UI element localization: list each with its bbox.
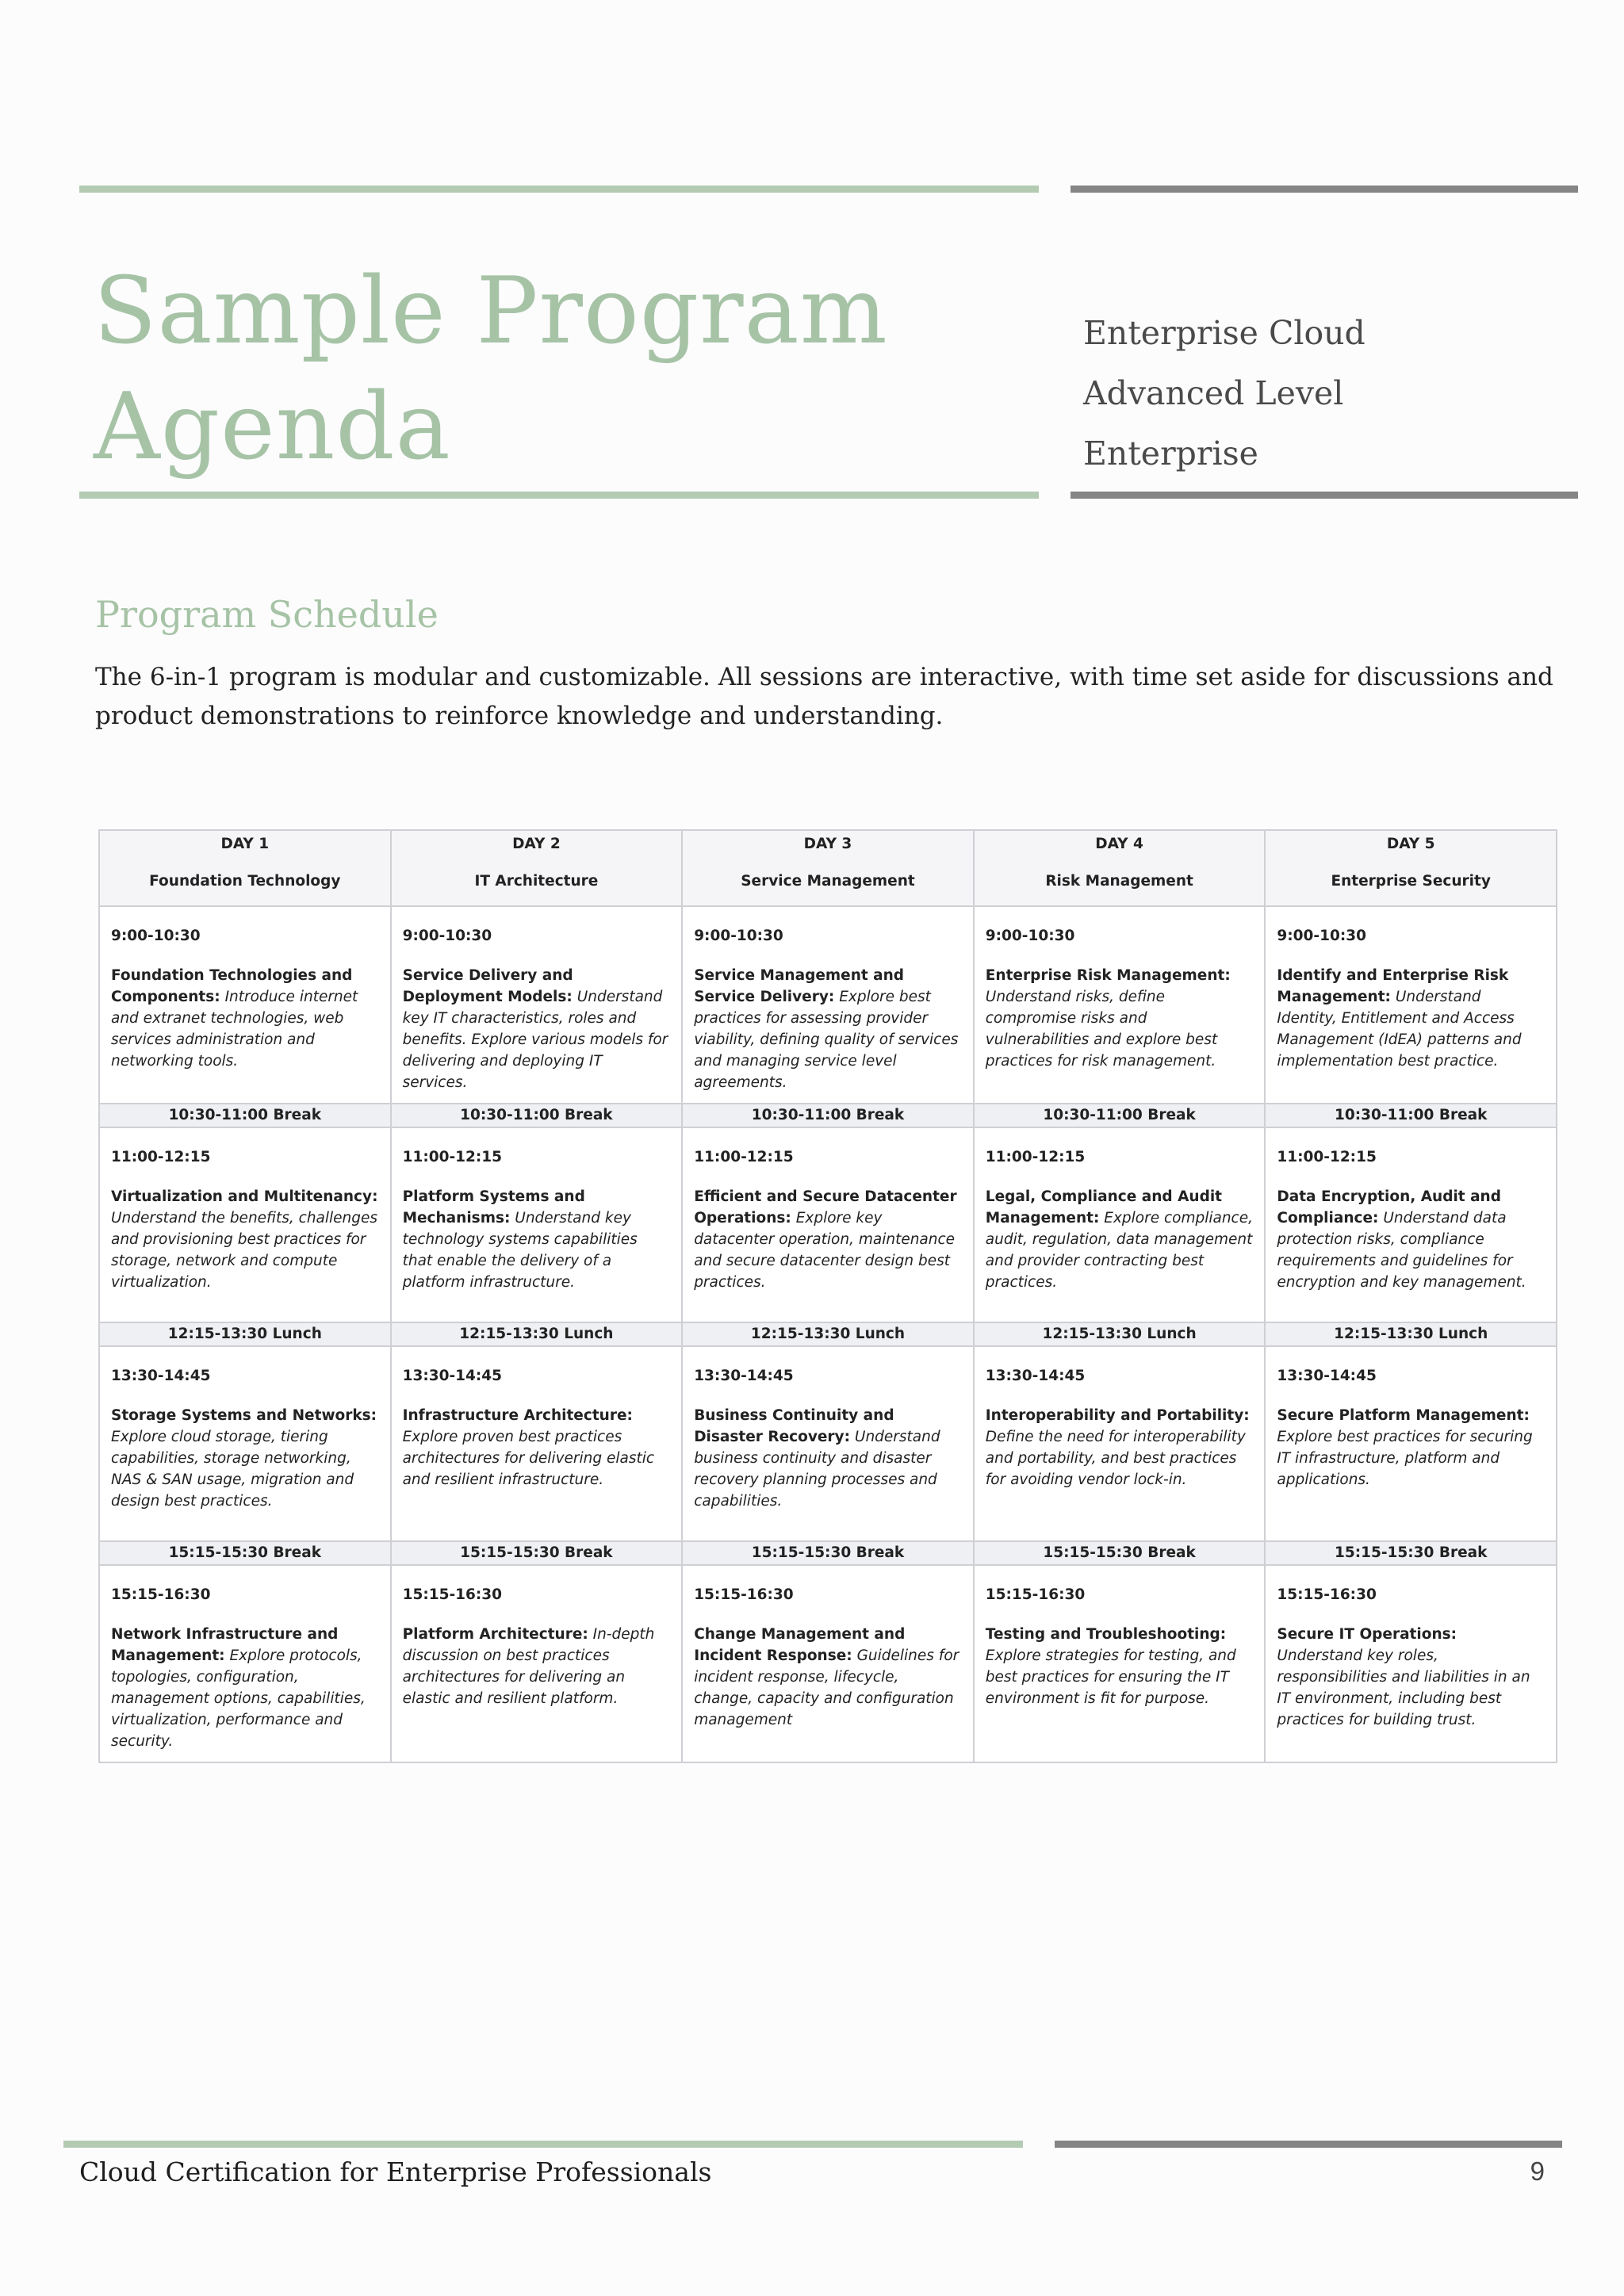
break-cell: 10:30-11:00 Break: [1265, 1104, 1557, 1127]
session-title: Storage Systems and Networks:: [111, 1407, 377, 1424]
session-cell: [391, 1346, 683, 1541]
session-cell: [99, 906, 391, 1104]
session-cell: [391, 1565, 683, 1762]
session-title: Platform Architecture:: [402, 1626, 588, 1643]
session-cell: [391, 906, 683, 1104]
session-description: [694, 965, 962, 1093]
meta-line-1: Enterprise Cloud: [1083, 314, 1365, 352]
session-description: [986, 1405, 1254, 1490]
session-title: Identify and Enterprise Risk Management:: [1277, 967, 1509, 1005]
session-cell: [974, 1346, 1266, 1541]
session-cell: [99, 1127, 391, 1322]
session-time: 11:00-12:15: [402, 1149, 503, 1165]
session-summary: Guidelines for incident response, lifecycle, change, capacity and configuration management: [694, 1647, 959, 1728]
session-time: 11:00-12:15: [1277, 1149, 1377, 1165]
session-title: Interoperability and Portability:: [985, 1407, 1250, 1424]
session-summary: Explore proven best practices architectures for delivering elastic and resilient infrastructure.: [402, 1429, 655, 1488]
session-row: [99, 1127, 1557, 1322]
break-row: [99, 1322, 1557, 1346]
session-title: Enterprise Risk Management:: [985, 967, 1231, 984]
header-top-rule-left: [79, 186, 1039, 193]
break-row: [99, 1541, 1557, 1565]
session-cell: [682, 906, 974, 1104]
break-cell: 10:30-11:00 Break: [99, 1104, 391, 1127]
session-cell: [974, 1127, 1266, 1322]
session-cell: [1265, 1565, 1557, 1762]
session-time: 15:15-16:30: [402, 1586, 503, 1603]
session-title: Legal, Compliance and Audit Management:: [985, 1188, 1223, 1226]
program-meta: [1083, 303, 1559, 484]
session-description: [986, 1624, 1254, 1709]
day-topic: Enterprise Security: [1331, 873, 1491, 890]
session-summary: Explore strategies for testing, and best practices for ensuring the IT environment is fit for purpose.: [985, 1647, 1236, 1707]
day-topic: Service Management: [741, 873, 915, 890]
session-time: 9:00-10:30: [1277, 928, 1366, 944]
break-cell: 12:15-13:30 Lunch: [682, 1322, 974, 1346]
session-time: 9:00-10:30: [985, 928, 1075, 944]
session-time: 13:30-14:45: [1277, 1368, 1377, 1384]
day-header: [99, 830, 391, 906]
session-title: Service Management and Service Delivery:: [694, 967, 905, 1005]
session-summary: In-depth discussion on best practices architectures for delivering an elastic and resilient platform.: [402, 1626, 655, 1707]
session-time: 15:15-16:30: [1277, 1586, 1377, 1603]
session-description: [111, 1186, 379, 1293]
session-summary: Define the need for interoperability and portability, and best practices for avoiding vendor lock-in.: [985, 1429, 1246, 1488]
session-cell: [391, 1127, 683, 1322]
session-time: 11:00-12:15: [694, 1149, 794, 1165]
session-time: 9:00-10:30: [694, 928, 783, 944]
session-summary: Understand business continuity and disaster recovery planning processes and capabilities.: [694, 1429, 940, 1510]
session-title: Data Encryption, Audit and Compliance:: [1277, 1188, 1501, 1226]
session-summary: Understand the benefits, challenges and provisioning best practices for storage, network and compute virtualization.: [111, 1210, 378, 1291]
session-summary: Explore cloud storage, tiering capabilities, storage networking, NAS & SAN usage, migration and design best practices.: [111, 1429, 354, 1510]
session-summary: Understand risks, define compromise risks and vulnerabilities and explore best practices for risk management.: [985, 989, 1218, 1070]
footer-text: Cloud Certification for Enterprise Professionals: [79, 2156, 712, 2187]
day-topic: Foundation Technology: [149, 873, 341, 890]
section-heading: Program Schedule: [95, 593, 439, 636]
session-cell: [99, 1346, 391, 1541]
day-label: DAY 5: [1386, 836, 1435, 852]
meta-line-3: Enterprise: [1083, 434, 1258, 473]
day-topic: IT Architecture: [474, 873, 599, 890]
session-summary: Explore protocols, topologies, configuration, management options, capabilities, virtualization, performance and security.: [111, 1647, 366, 1750]
day-topic: Risk Management: [1045, 873, 1193, 890]
break-cell: 10:30-11:00 Break: [391, 1104, 683, 1127]
break-cell: 15:15-15:30 Break: [974, 1541, 1266, 1565]
day-header: [682, 830, 974, 906]
session-description: [111, 1405, 379, 1512]
intro-paragraph: The 6-in-1 program is modular and customizable. All sessions are interactive, with time set aside for discussions and product demonstrations to reinforce knowledge and understanding.: [95, 663, 1553, 730]
header-top-rule-right: [1071, 186, 1578, 193]
day-label: DAY 3: [803, 836, 852, 852]
session-summary: Explore best practices for securing IT infrastructure, platform and applications.: [1277, 1429, 1533, 1488]
break-cell: 12:15-13:30 Lunch: [974, 1322, 1266, 1346]
session-description: [111, 1624, 379, 1752]
session-summary: Understand key roles, responsibilities and liabilities in an IT environment, including best practices for building trust.: [1277, 1647, 1530, 1728]
session-description: [986, 965, 1254, 1072]
header-bottom-rule-right: [1071, 492, 1578, 499]
session-title: Secure IT Operations:: [1277, 1626, 1457, 1643]
break-cell: 12:15-13:30 Lunch: [391, 1322, 683, 1346]
session-description: [694, 1624, 962, 1731]
session-time: 15:15-16:30: [694, 1586, 794, 1603]
footer-rule-right: [1055, 2141, 1562, 2148]
session-time: 9:00-10:30: [111, 928, 201, 944]
page-title: Sample Program Agenda: [94, 258, 888, 480]
session-cell: [1265, 1127, 1557, 1322]
session-time: 13:30-14:45: [694, 1368, 794, 1384]
session-title: Testing and Troubleshooting:: [985, 1626, 1227, 1643]
session-cell: [1265, 1346, 1557, 1541]
break-row: [99, 1104, 1557, 1127]
day-header: [1265, 830, 1557, 906]
break-cell: 12:15-13:30 Lunch: [99, 1322, 391, 1346]
session-time: 13:30-14:45: [985, 1368, 1086, 1384]
session-time: 9:00-10:30: [402, 928, 492, 944]
page-number: 9: [1530, 2156, 1545, 2186]
session-title: Network Infrastructure and Management:: [111, 1626, 339, 1664]
session-title: Foundation Technologies and Components:: [111, 967, 353, 1005]
day-header: [974, 830, 1266, 906]
session-title: Infrastructure Architecture:: [402, 1407, 633, 1424]
break-cell: 12:15-13:30 Lunch: [1265, 1322, 1557, 1346]
session-description: [694, 1405, 962, 1512]
session-summary: Understand key technology systems capabilities that enable the delivery of a platform infrastructure.: [402, 1210, 638, 1291]
day-header: [391, 830, 683, 906]
session-summary: Explore key datacenter operation, maintenance and secure datacenter design best practices.: [694, 1210, 956, 1291]
session-description: [1277, 1186, 1545, 1293]
session-row: [99, 906, 1557, 1104]
session-description: [986, 1186, 1254, 1293]
header-bottom-rule-left: [79, 492, 1039, 499]
footer-rule-left: [63, 2141, 1023, 2148]
break-cell: 10:30-11:00 Break: [974, 1104, 1266, 1127]
session-summary: Understand data protection risks, compliance requirements and guidelines for encryption and key management.: [1277, 1210, 1526, 1291]
break-cell: 15:15-15:30 Break: [391, 1541, 683, 1565]
session-time: 13:30-14:45: [111, 1368, 211, 1384]
day-label: DAY 4: [1095, 836, 1143, 852]
session-description: [694, 1186, 962, 1293]
session-description: [111, 965, 379, 1072]
break-cell: 15:15-15:30 Break: [1265, 1541, 1557, 1565]
session-description: [403, 1405, 671, 1490]
session-cell: [682, 1346, 974, 1541]
session-time: 13:30-14:45: [402, 1368, 503, 1384]
session-summary: Explore best practices for assessing provider viability, defining quality of services and managing service level agreements.: [694, 989, 959, 1091]
day-label: DAY 1: [220, 836, 270, 852]
session-title: Change Management and Incident Response:: [694, 1626, 906, 1664]
session-time: 15:15-16:30: [111, 1586, 211, 1603]
session-cell: [682, 1127, 974, 1322]
session-cell: [1265, 906, 1557, 1104]
session-summary: Understand key IT characteristics, roles and benefits. Explore various models for delivering and deploying IT services.: [402, 989, 668, 1091]
session-row: [99, 1346, 1557, 1541]
break-cell: 10:30-11:00 Break: [682, 1104, 974, 1127]
agenda-table: [98, 829, 1557, 1763]
meta-line-2: Advanced Level: [1083, 374, 1344, 412]
session-description: [1277, 1405, 1545, 1490]
session-time: 11:00-12:15: [985, 1149, 1086, 1165]
session-title: Secure Platform Management:: [1277, 1407, 1530, 1424]
session-cell: [974, 1565, 1266, 1762]
session-description: [1277, 1624, 1545, 1731]
day-label: DAY 2: [512, 836, 561, 852]
day-header-row: [99, 830, 1557, 906]
session-description: [403, 1186, 671, 1293]
session-summary: Understand Identity, Entitlement and Access Management (IdEA) patterns and implementation best practice.: [1277, 989, 1522, 1070]
session-cell: [99, 1565, 391, 1762]
session-title: Platform Systems and Mechanisms:: [402, 1188, 585, 1226]
session-time: 11:00-12:15: [111, 1149, 211, 1165]
session-cell: [682, 1565, 974, 1762]
session-title: Service Delivery and Deployment Models:: [402, 967, 573, 1005]
session-title: Efficient and Secure Datacenter Operations:: [694, 1188, 957, 1226]
session-description: [403, 965, 671, 1093]
session-description: [1277, 965, 1545, 1072]
session-cell: [974, 906, 1266, 1104]
session-description: [403, 1624, 671, 1709]
session-summary: Introduce internet and extranet technologies, web services administration and networking tools.: [111, 989, 358, 1070]
session-row: [99, 1565, 1557, 1762]
session-title: Business Continuity and Disaster Recovery:: [694, 1407, 894, 1445]
session-title: Virtualization and Multitenancy:: [111, 1188, 378, 1205]
break-cell: 15:15-15:30 Break: [682, 1541, 974, 1565]
session-summary: Explore compliance, audit, regulation, data management and provider contracting best practices.: [985, 1210, 1253, 1291]
break-cell: 15:15-15:30 Break: [99, 1541, 391, 1565]
session-time: 15:15-16:30: [985, 1586, 1086, 1603]
